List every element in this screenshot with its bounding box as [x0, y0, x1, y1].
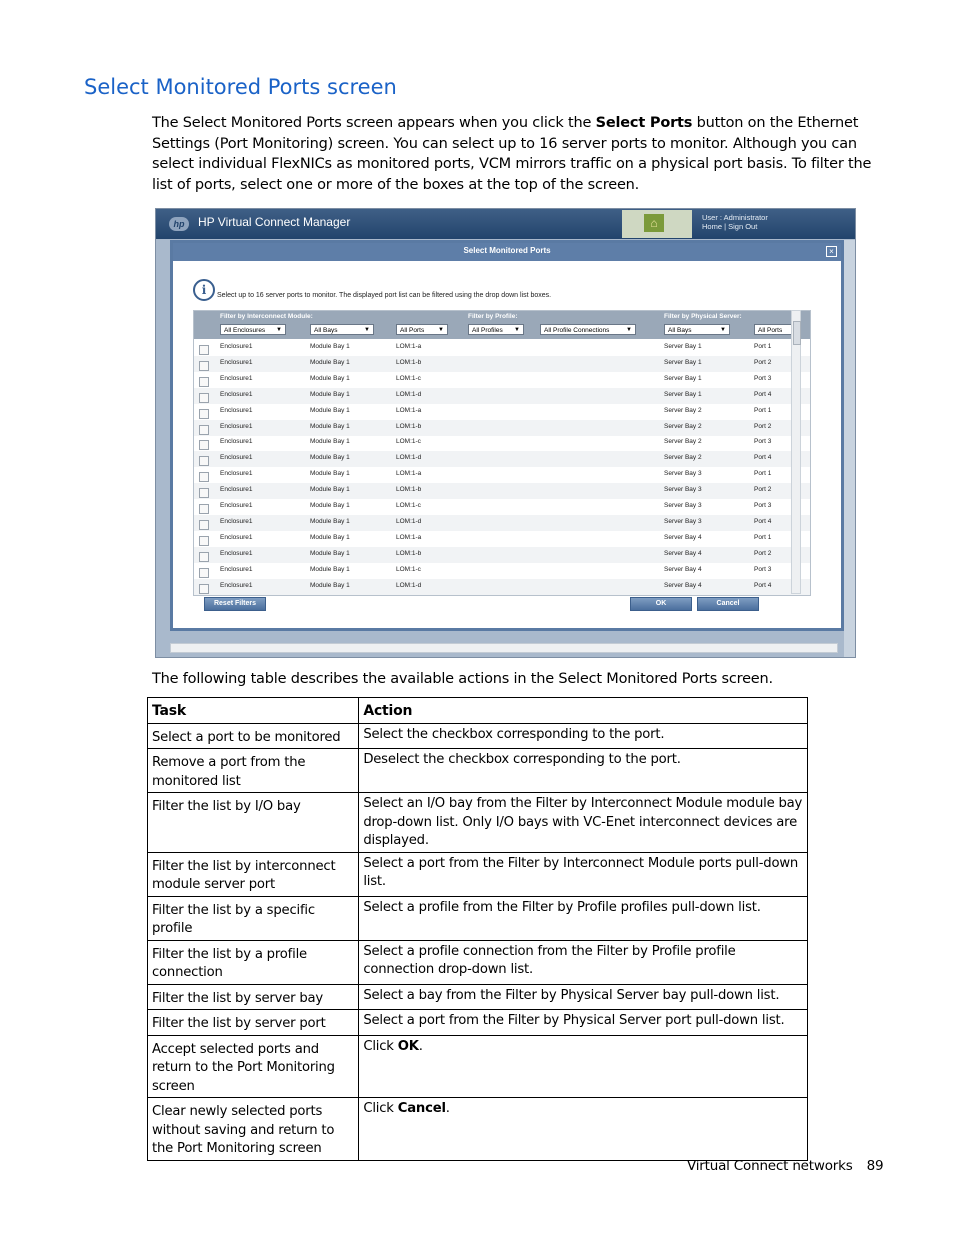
port-checkbox[interactable] [199, 584, 209, 594]
grid-cell: Server Bay 4 [664, 549, 702, 557]
grid-cell: Module Bay 1 [310, 502, 350, 509]
grid-cell: Port 2 [754, 549, 772, 557]
grid-cell: Port 1 [754, 406, 772, 414]
grid-cell: Port 4 [754, 581, 772, 589]
grid-cell: Port 3 [754, 502, 772, 509]
page-number: 89 [866, 1158, 884, 1174]
table-row [194, 563, 810, 579]
table-row [194, 467, 810, 483]
action-cell: Select a profile from the Filter by Profile profiles pull-down list. [359, 896, 808, 940]
grid-cell: LOM:1-b [396, 422, 422, 430]
grid-cell: Port 1 [754, 533, 772, 541]
table-row [194, 372, 810, 388]
table-row [148, 1035, 808, 1098]
reset-filters-button[interactable]: Reset Filters [204, 597, 266, 611]
grid-cell: Server Bay 1 [664, 374, 702, 382]
grid-cell: Module Bay 1 [310, 422, 350, 430]
home-signout-links[interactable]: Home | Sign Out [702, 222, 758, 231]
info-icon: i [193, 279, 215, 301]
grid-cell: Enclosure1 [220, 343, 253, 350]
grid-cell: Port 3 [754, 374, 772, 382]
task-header: Task [148, 698, 359, 724]
grid-cell: Module Bay 1 [310, 470, 350, 478]
grid-cell: Server Bay 4 [664, 533, 702, 541]
footer-section: Virtual Connect networks [687, 1158, 853, 1174]
action-header: Action [359, 698, 808, 724]
grid-cell: Module Bay 1 [310, 406, 350, 414]
table-row [148, 984, 808, 1010]
grid-cell: Enclosure1 [220, 422, 253, 430]
action-cell: Deselect the checkbox corresponding to the port. [359, 749, 808, 793]
grid-cell: Server Bay 1 [664, 358, 702, 366]
table-row [194, 435, 810, 451]
intro-paragraph [152, 113, 874, 195]
action-cell: Select a port from the Filter by Physical Server port pull-down list. [359, 1010, 808, 1036]
grid-cell: Module Bay 1 [310, 517, 350, 525]
grid-cell: Module Bay 1 [310, 486, 350, 494]
profile-connection-filter-select[interactable]: All Profile Connections ▼ [540, 324, 636, 335]
vcm-screenshot [155, 208, 856, 658]
grid-cell: LOM:1-c [396, 374, 421, 382]
port-checkbox[interactable] [199, 488, 209, 498]
table-body [148, 723, 808, 1160]
intro-bold-select-ports: Select Ports [595, 115, 693, 131]
grid-cell: Server Bay 2 [664, 406, 702, 414]
enclosure-filter-select[interactable]: All Enclosures ▼ [220, 324, 286, 335]
task-cell: Filter the list by a profile connection [148, 940, 359, 984]
user-label: User : Administrator [702, 213, 768, 222]
filter-server-label: Filter by Physical Server: [664, 313, 742, 320]
task-cell: Filter the list by server port [148, 1010, 359, 1036]
table-row [194, 451, 810, 467]
table-row [194, 340, 810, 356]
grid-cell: LOM:1-d [396, 581, 422, 589]
port-checkbox[interactable] [199, 552, 209, 562]
table-header-row [148, 698, 808, 724]
port-checkbox[interactable] [199, 536, 209, 546]
profile-filter-select[interactable]: All Profiles ▼ [468, 324, 524, 335]
task-cell: Filter the list by a specific profile [148, 896, 359, 940]
grid-cell: Server Bay 4 [664, 581, 702, 589]
table-row [194, 483, 810, 499]
grid-scrollbar[interactable] [791, 310, 801, 594]
table-row [148, 896, 808, 940]
table-row [194, 388, 810, 404]
module-bay-filter-select[interactable]: All Bays ▼ [310, 324, 374, 335]
filter-profile-label: Filter by Profile: [468, 313, 518, 320]
port-checkbox[interactable] [199, 440, 209, 450]
port-checkbox[interactable] [199, 377, 209, 387]
page-footer [687, 1158, 883, 1174]
task-cell: Filter the list by server bay [148, 984, 359, 1010]
home-icon: ⌂ [644, 214, 664, 232]
grid-cell: Module Bay 1 [310, 343, 350, 350]
grid-cell: LOM:1-a [396, 533, 422, 541]
ports-grid [193, 310, 811, 596]
grid-cell: Module Bay 1 [310, 374, 350, 382]
grid-cell: Server Bay 1 [664, 343, 702, 350]
dialog-titlebar [173, 243, 841, 261]
grid-cell: LOM:1-c [396, 565, 421, 573]
task-cell: Clear newly selected ports without saving and return to the Port Monitoring screen [148, 1098, 359, 1161]
grid-cell: LOM:1-c [396, 502, 421, 509]
background-window-edge [844, 240, 856, 658]
app-titlebar [156, 209, 856, 239]
grid-cell: Port 3 [754, 438, 772, 446]
grid-cell: Port 3 [754, 565, 772, 573]
grid-cell: Port 2 [754, 422, 772, 430]
table-row [148, 1010, 808, 1036]
grid-cell: LOM:1-d [396, 517, 422, 525]
table-row [148, 793, 808, 853]
table-row [148, 852, 808, 896]
server-bay-filter-select[interactable]: All Bays ▼ [664, 324, 730, 335]
port-checkbox[interactable] [199, 345, 209, 355]
grid-cell: Module Bay 1 [310, 565, 350, 573]
port-checkbox[interactable] [199, 472, 209, 482]
action-cell: Select a profile connection from the Filter by Profile profile connection drop-down list. [359, 940, 808, 984]
grid-cell: LOM:1-b [396, 549, 422, 557]
dialog-title: Select Monitored Ports [463, 246, 551, 255]
task-cell: Select a port to be monitored [148, 723, 359, 749]
action-text: . [445, 1101, 450, 1116]
grid-cell: Port 4 [754, 517, 772, 525]
action-text: Click [363, 1101, 398, 1116]
grid-cell: Module Bay 1 [310, 438, 350, 446]
user-info [702, 213, 768, 231]
grid-cell: Enclosure1 [220, 454, 253, 462]
task-cell: Filter the list by I/O bay [148, 793, 359, 853]
action-cell: Select an I/O bay from the Filter by Interconnect Module module bay drop-down list. Only I/O bays with VC-Enet interconnect devices are displayed. [359, 793, 808, 853]
grid-cell: Module Bay 1 [310, 454, 350, 462]
intro-text-2: button on the Ethernet Settings (Port Monitoring) screen. You can select up to 16 server ports to monitor. Although you can select individual FlexNICs as monitored ports, VCM mirrors traffic on a physical port basis. To filter the list of ports, select one or more of the boxes at the top of the screen. [152, 115, 872, 193]
filter-interconnect-label: Filter by Interconnect Module: [220, 313, 313, 320]
grid-cell: Server Bay 2 [664, 422, 702, 430]
action-bold-button-name: OK [397, 1038, 419, 1054]
grid-cell: Module Bay 1 [310, 358, 350, 366]
port-checkbox[interactable] [199, 456, 209, 466]
port-checkbox[interactable] [199, 568, 209, 578]
grid-cell: Enclosure1 [220, 581, 253, 589]
table-row [194, 420, 810, 436]
grid-cell: Port 1 [754, 343, 772, 350]
grid-cell: LOM:1-a [396, 406, 422, 414]
grid-cell: Server Bay 3 [664, 486, 702, 494]
task-cell: Remove a port from the monitored list [148, 749, 359, 793]
grid-cell: LOM:1-b [396, 486, 422, 494]
grid-cell: LOM:1-a [396, 343, 422, 350]
app-title: HP Virtual Connect Manager [198, 215, 351, 229]
table-row [194, 515, 810, 531]
server-port-filter-select[interactable]: All Ports ▼ [754, 324, 800, 335]
grid-cell: LOM:1-a [396, 470, 422, 478]
grid-cell: Port 2 [754, 486, 772, 494]
cancel-button[interactable]: Cancel [697, 597, 759, 611]
grid-cell: Port 4 [754, 454, 772, 462]
grid-cell: Enclosure1 [220, 549, 253, 557]
grid-cell: Enclosure1 [220, 565, 253, 573]
grid-cell: Port 4 [754, 390, 772, 398]
close-icon[interactable]: × [826, 246, 837, 257]
action-cell [359, 1098, 808, 1161]
page-title: Select Monitored Ports screen [84, 75, 397, 99]
grid-cell: Enclosure1 [220, 486, 253, 494]
table-row [194, 356, 810, 372]
grid-cell: Enclosure1 [220, 517, 253, 525]
table-row [148, 940, 808, 984]
task-cell: Accept selected ports and return to the Port Monitoring screen [148, 1035, 359, 1098]
action-cell: Select the checkbox corresponding to the port. [359, 723, 808, 749]
actions-table [147, 697, 808, 1161]
action-cell: Select a port from the Filter by Interconnect Module ports pull-down list. [359, 852, 808, 896]
grid-cell: Server Bay 1 [664, 390, 702, 398]
grid-cell: Server Bay 3 [664, 502, 702, 509]
table-row [194, 531, 810, 547]
grid-cell: Port 1 [754, 470, 772, 478]
grid-cell: Enclosure1 [220, 470, 253, 478]
grid-cell: LOM:1-b [396, 358, 422, 366]
action-text: . [418, 1038, 423, 1054]
grid-cell: Enclosure1 [220, 390, 253, 398]
grid-cell: LOM:1-d [396, 390, 422, 398]
grid-cell: Enclosure1 [220, 502, 253, 509]
grid-cell: Server Bay 3 [664, 517, 702, 525]
hp-logo-icon: hp [169, 217, 189, 231]
grid-cell: Enclosure1 [220, 374, 253, 382]
port-checkbox[interactable] [199, 409, 209, 419]
grid-cell: Module Bay 1 [310, 581, 350, 589]
grid-filter-header [194, 311, 810, 339]
port-checkbox[interactable] [199, 425, 209, 435]
grid-cell: Server Bay 3 [664, 470, 702, 478]
table-intro: The following table describes the available actions in the Select Monitored Ports screen. [152, 671, 773, 687]
action-bold-button-name: Cancel [397, 1101, 446, 1116]
grid-cell: Server Bay 2 [664, 438, 702, 446]
table-row [148, 1098, 808, 1161]
grid-cell: Enclosure1 [220, 438, 253, 446]
scrollbar-thumb[interactable] [793, 321, 801, 345]
module-port-filter-select[interactable]: All Ports ▼ [396, 324, 448, 335]
grid-cell: Enclosure1 [220, 406, 253, 414]
grid-cell: Port 2 [754, 358, 772, 366]
table-row [194, 404, 810, 420]
table-row [194, 499, 810, 515]
horizontal-scrollbar[interactable] [170, 643, 838, 653]
grid-cell: Server Bay 4 [664, 565, 702, 573]
intro-text-1: The Select Monitored Ports screen appears when you click the [152, 115, 596, 131]
grid-cell: LOM:1-c [396, 438, 421, 446]
action-cell: Select a bay from the Filter by Physical Server bay pull-down list. [359, 984, 808, 1010]
grid-cell: Enclosure1 [220, 358, 253, 366]
select-monitored-ports-dialog [170, 240, 844, 631]
grid-cell: Module Bay 1 [310, 533, 350, 541]
grid-cell: Server Bay 2 [664, 454, 702, 462]
grid-cell: LOM:1-d [396, 454, 422, 462]
table-row [148, 723, 808, 749]
port-checkbox[interactable] [199, 361, 209, 371]
ok-button[interactable]: OK [630, 597, 692, 611]
table-row [194, 579, 810, 595]
grid-cell: Module Bay 1 [310, 390, 350, 398]
info-text: Select up to 16 server ports to monitor. The displayed port list can be filtered using the drop down list boxes. [217, 292, 552, 299]
grid-cell: Module Bay 1 [310, 549, 350, 557]
action-text: Click [363, 1038, 398, 1054]
port-checkbox[interactable] [199, 393, 209, 403]
table-row [148, 749, 808, 793]
grid-cell: Enclosure1 [220, 533, 253, 541]
port-checkbox[interactable] [199, 520, 209, 530]
table-row [194, 547, 810, 563]
port-checkbox[interactable] [199, 504, 209, 514]
action-cell [359, 1035, 808, 1098]
task-cell: Filter the list by interconnect module server port [148, 852, 359, 896]
